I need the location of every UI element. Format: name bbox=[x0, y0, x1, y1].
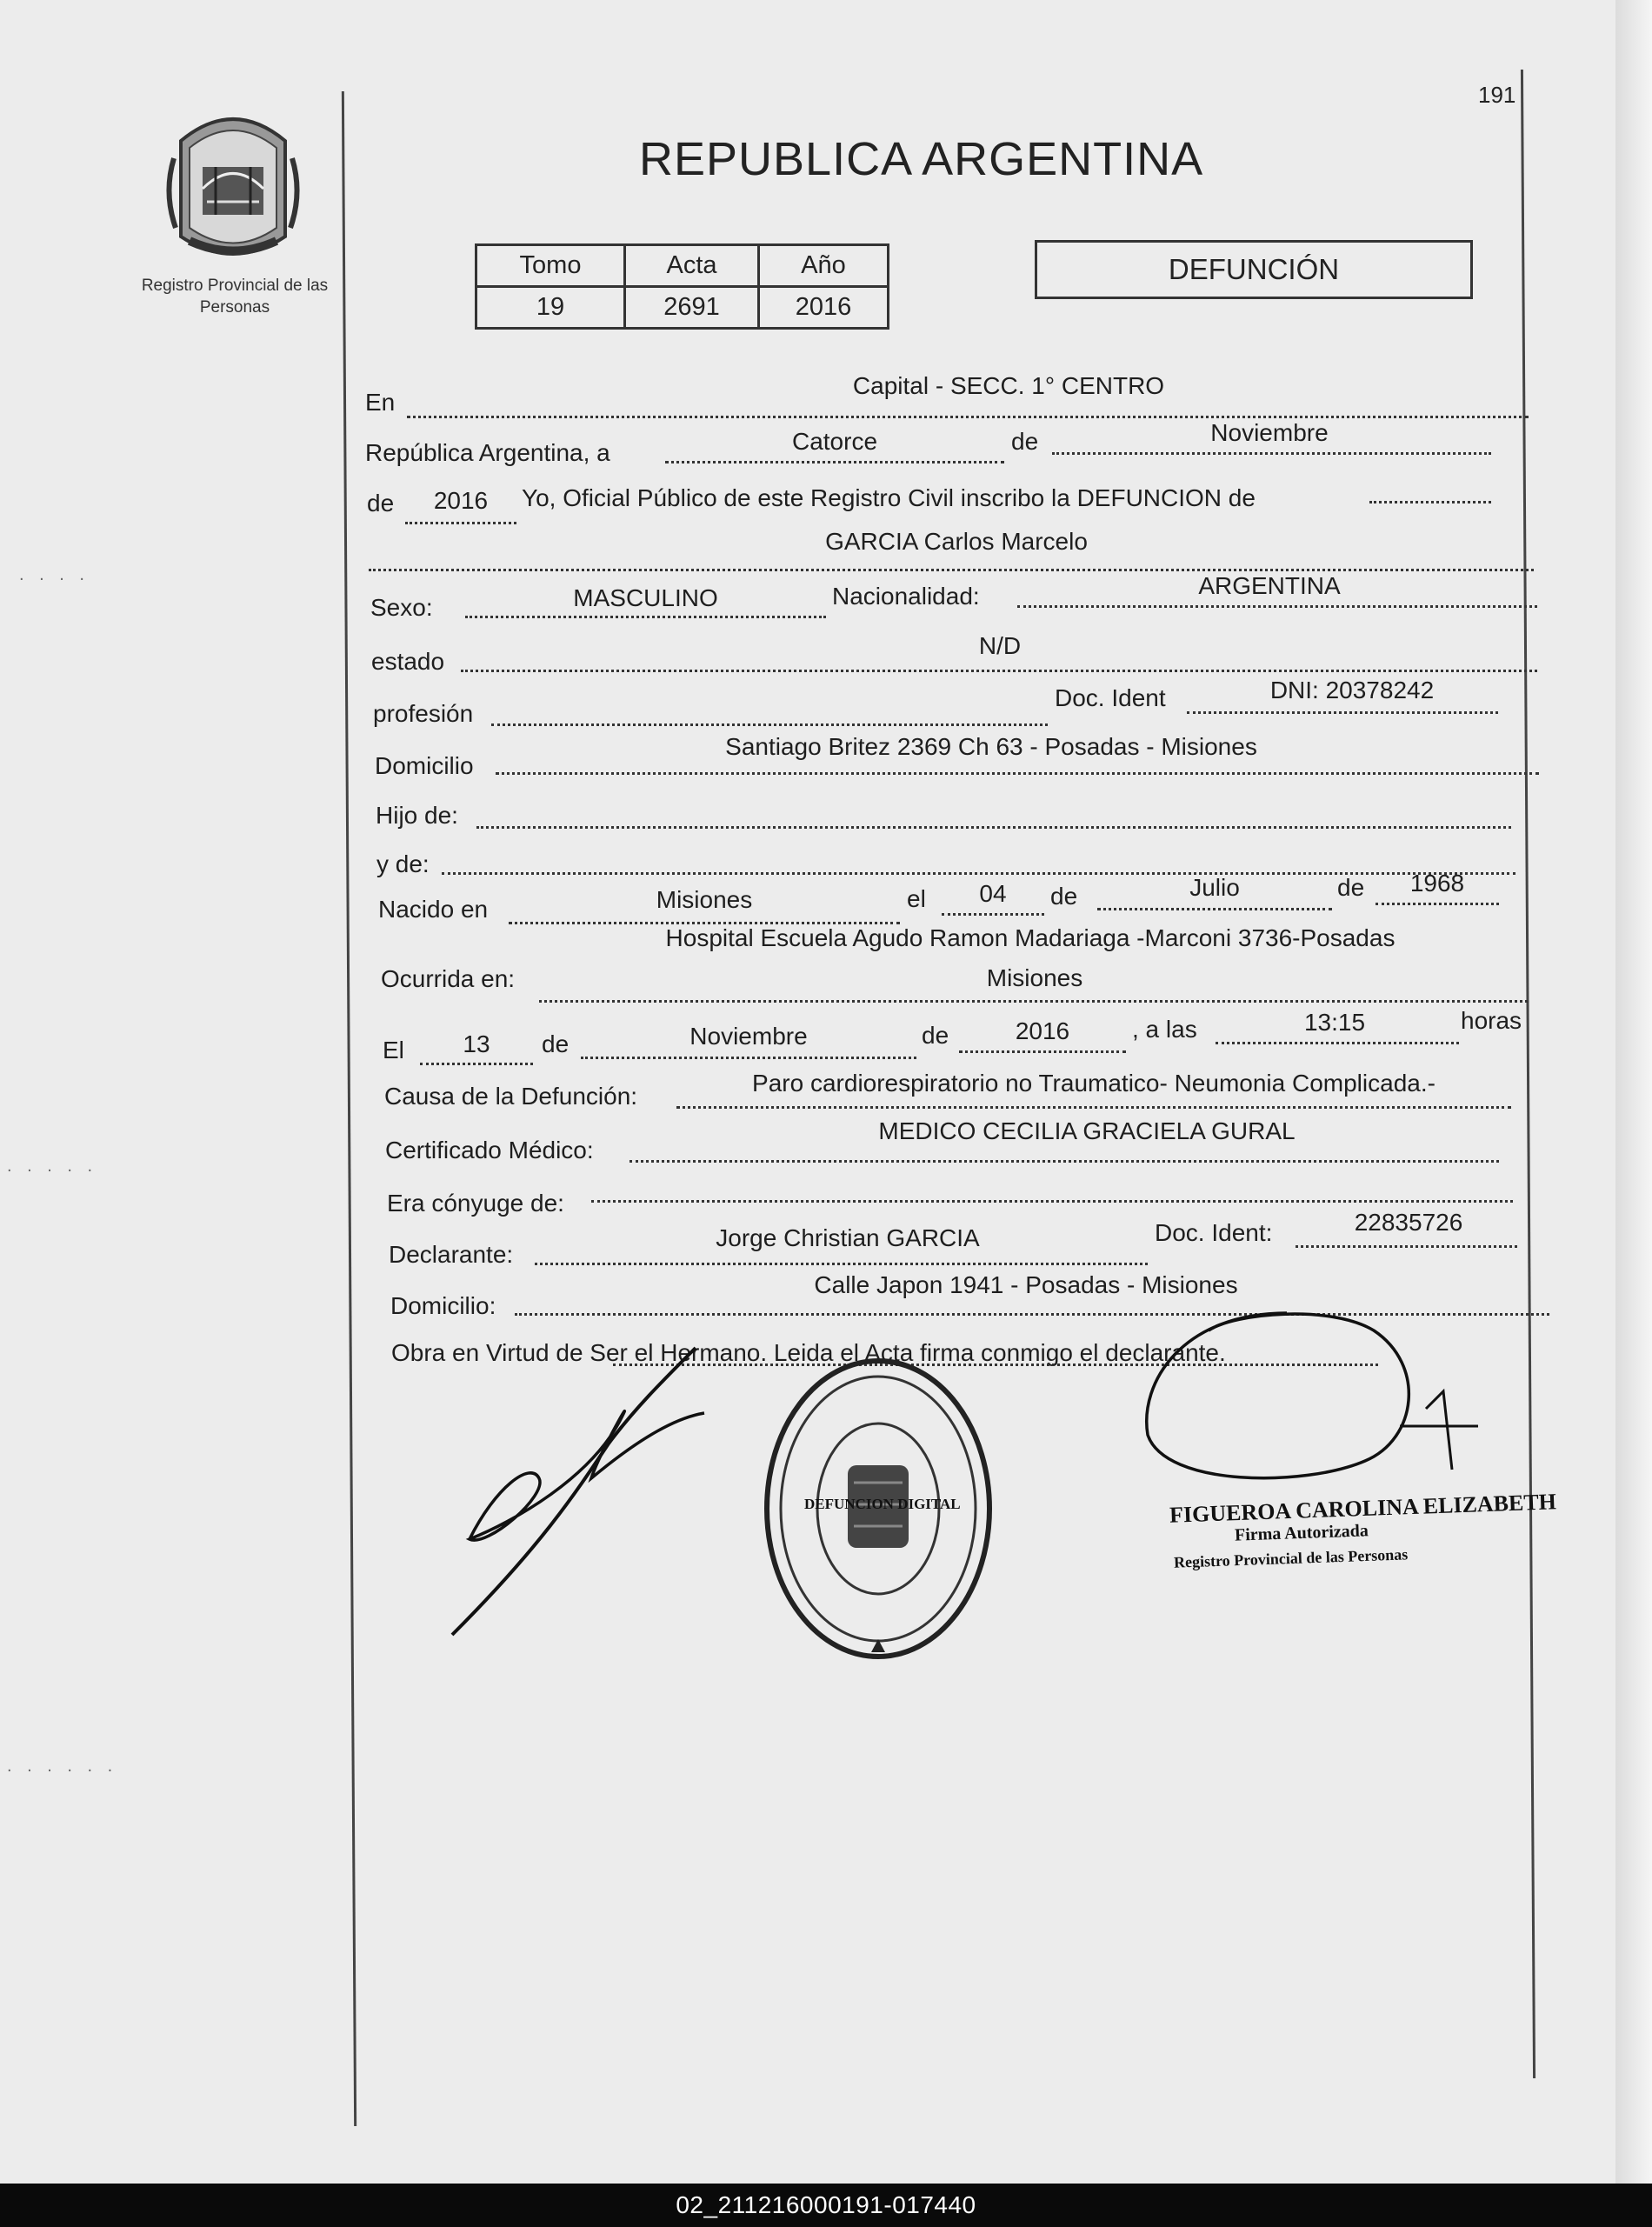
tomo-value: 19 bbox=[476, 287, 625, 329]
dotted-line bbox=[1187, 711, 1498, 714]
scan-mark: . . . . . . bbox=[7, 1757, 118, 1776]
dotted-line bbox=[591, 1200, 1513, 1203]
hijo-label: Hijo de: bbox=[376, 802, 458, 829]
anio-value: 2016 bbox=[759, 287, 889, 329]
dotted-line bbox=[465, 616, 826, 618]
dotted-line bbox=[461, 670, 1537, 672]
ocurrida-label: Ocurrida en: bbox=[381, 965, 516, 992]
page-edge-shadow bbox=[1615, 0, 1652, 2184]
acta-value: 2691 bbox=[625, 287, 759, 329]
scan-mark: . . . . bbox=[19, 565, 90, 584]
signatory-registry: Registro Provincial de las Personas bbox=[1173, 1545, 1409, 1571]
document-type-box: DEFUNCIÓN bbox=[1035, 240, 1473, 299]
right-margin-line bbox=[1521, 70, 1535, 2078]
stamp-center-text: DEFUNCION DIGITAL bbox=[804, 1496, 961, 1512]
dotted-line bbox=[476, 826, 1511, 829]
estado-value: N/D bbox=[978, 632, 1022, 659]
acta-header: Acta bbox=[625, 245, 759, 287]
dotted-line bbox=[1376, 903, 1499, 905]
certificado-label: Certificado Médico: bbox=[385, 1137, 594, 1164]
de-label: de bbox=[542, 1030, 570, 1057]
month-value: Noviembre bbox=[1210, 419, 1329, 446]
dotted-line bbox=[629, 1160, 1499, 1163]
year-value: 2016 bbox=[433, 487, 489, 514]
dotted-line bbox=[369, 569, 1534, 571]
oval-signature-icon bbox=[1130, 1296, 1478, 1513]
dotted-line bbox=[1369, 501, 1491, 503]
dotted-line bbox=[1296, 1245, 1517, 1248]
ocurrida-value-line1: Hospital Escuela Agudo Ramon Madariaga -Marconi 3736-Posadas bbox=[665, 924, 1396, 951]
scan-footer-id: 02_211216000191-017440 bbox=[0, 2184, 1652, 2227]
nacido-value: Misiones bbox=[656, 886, 753, 913]
dotted-line bbox=[1097, 908, 1332, 910]
birth-year: 1968 bbox=[1409, 870, 1465, 897]
domicilio-value: Santiago Britez 2369 Ch 63 - Posadas - Misiones bbox=[725, 733, 1257, 760]
dotted-line bbox=[496, 772, 1539, 775]
tomo-header: Tomo bbox=[476, 245, 625, 287]
horas-label: horas bbox=[1461, 1007, 1522, 1034]
alas-label: , a las bbox=[1132, 1016, 1197, 1043]
dotted-line bbox=[1216, 1042, 1459, 1044]
dotted-line bbox=[539, 1000, 1528, 1003]
de-label: de bbox=[367, 490, 395, 517]
dotted-line bbox=[665, 461, 1004, 463]
signatory-name: FIGUEROA CAROLINA ELIZABETH bbox=[1169, 1489, 1557, 1528]
registry-name: Registro Provincial de las Personas bbox=[141, 277, 329, 317]
declarante-doc-value: 22835726 bbox=[1354, 1209, 1463, 1236]
anio-header: Año bbox=[759, 245, 889, 287]
conyuge-label: Era cónyuge de: bbox=[387, 1190, 564, 1217]
doc-ident-label: Doc. Ident bbox=[1055, 684, 1166, 711]
death-day: 13 bbox=[463, 1030, 490, 1057]
de-label: de bbox=[1337, 874, 1365, 901]
dotted-line bbox=[1017, 605, 1537, 608]
declarante-label: Declarante: bbox=[389, 1241, 514, 1268]
dotted-line bbox=[581, 1057, 916, 1059]
ocurrida-value-line2: Misiones bbox=[986, 964, 1083, 991]
profesion-label: profesión bbox=[373, 700, 474, 727]
dotted-line bbox=[959, 1050, 1126, 1053]
birth-day: 04 bbox=[979, 880, 1007, 907]
estado-label: estado bbox=[371, 648, 445, 675]
death-year: 2016 bbox=[1015, 1017, 1070, 1044]
left-margin-line bbox=[342, 91, 356, 2126]
inscribo-text: Yo, Oficial Público de este Registro Civil inscribo la DEFUNCION de bbox=[522, 484, 1256, 511]
en-label: En bbox=[365, 389, 396, 416]
dotted-line bbox=[420, 1063, 533, 1065]
declarante-doc-label: Doc. Ident: bbox=[1155, 1219, 1273, 1246]
deceased-name: GARCIA Carlos Marcelo bbox=[825, 528, 1088, 555]
dotted-line bbox=[942, 913, 1044, 916]
record-number-table bbox=[475, 243, 889, 330]
doc-ident-value: DNI: 20378242 bbox=[1269, 677, 1435, 703]
declarant-signature-icon bbox=[435, 1330, 730, 1644]
sexo-label: Sexo: bbox=[370, 594, 433, 621]
el-label: el bbox=[907, 885, 926, 912]
domicilio-label: Domicilio bbox=[375, 752, 474, 779]
province-emblem-icon bbox=[163, 106, 303, 263]
page-number: 191 bbox=[1478, 82, 1516, 108]
document-title: REPUBLICA ARGENTINA bbox=[639, 133, 1204, 185]
death-month: Noviembre bbox=[689, 1023, 808, 1050]
birth-month: Julio bbox=[1189, 874, 1240, 901]
de-label: de bbox=[922, 1022, 949, 1049]
sexo-value: MASCULINO bbox=[573, 584, 718, 611]
declarante-domicilio-label: Domicilio: bbox=[390, 1292, 496, 1319]
death-el-label: El bbox=[383, 1037, 404, 1063]
obra-text: Obra en Virtud de Ser el Hermano. Leida el Acta firma conmigo el declarante. bbox=[391, 1339, 1226, 1366]
dotted-line bbox=[407, 416, 1529, 418]
scan-mark: . . . . . bbox=[7, 1157, 98, 1176]
day-in-words: Catorce bbox=[791, 428, 878, 455]
dotted-line bbox=[1052, 452, 1491, 455]
declarante-domicilio-value: Calle Japon 1941 - Posadas - Misiones bbox=[814, 1271, 1238, 1298]
dotted-line bbox=[676, 1106, 1511, 1109]
declarante-value: Jorge Christian GARCIA bbox=[716, 1224, 980, 1251]
republica-label: República Argentina, a bbox=[365, 439, 610, 466]
causa-label: Causa de la Defunción: bbox=[384, 1083, 638, 1110]
nacionalidad-label: Nacionalidad: bbox=[832, 583, 980, 610]
causa-value: Paro cardiorespiratorio no Traumatico- Neumonia Complicada.- bbox=[752, 1070, 1436, 1097]
de-label: de bbox=[1050, 883, 1078, 910]
nacido-label: Nacido en bbox=[378, 896, 489, 923]
dotted-line bbox=[491, 723, 1048, 726]
yde-label: y de: bbox=[376, 850, 430, 877]
nacionalidad-value: ARGENTINA bbox=[1198, 572, 1341, 599]
dotted-line bbox=[405, 522, 516, 524]
en-value: Capital - SECC. 1° CENTRO bbox=[852, 372, 1165, 399]
signatory-title: Firma Autorizada bbox=[1234, 1521, 1369, 1545]
de-label: de bbox=[1011, 428, 1039, 455]
death-time: 13:15 bbox=[1303, 1009, 1366, 1036]
certificado-value: MEDICO CECILIA GRACIELA GURAL bbox=[878, 1117, 1296, 1144]
